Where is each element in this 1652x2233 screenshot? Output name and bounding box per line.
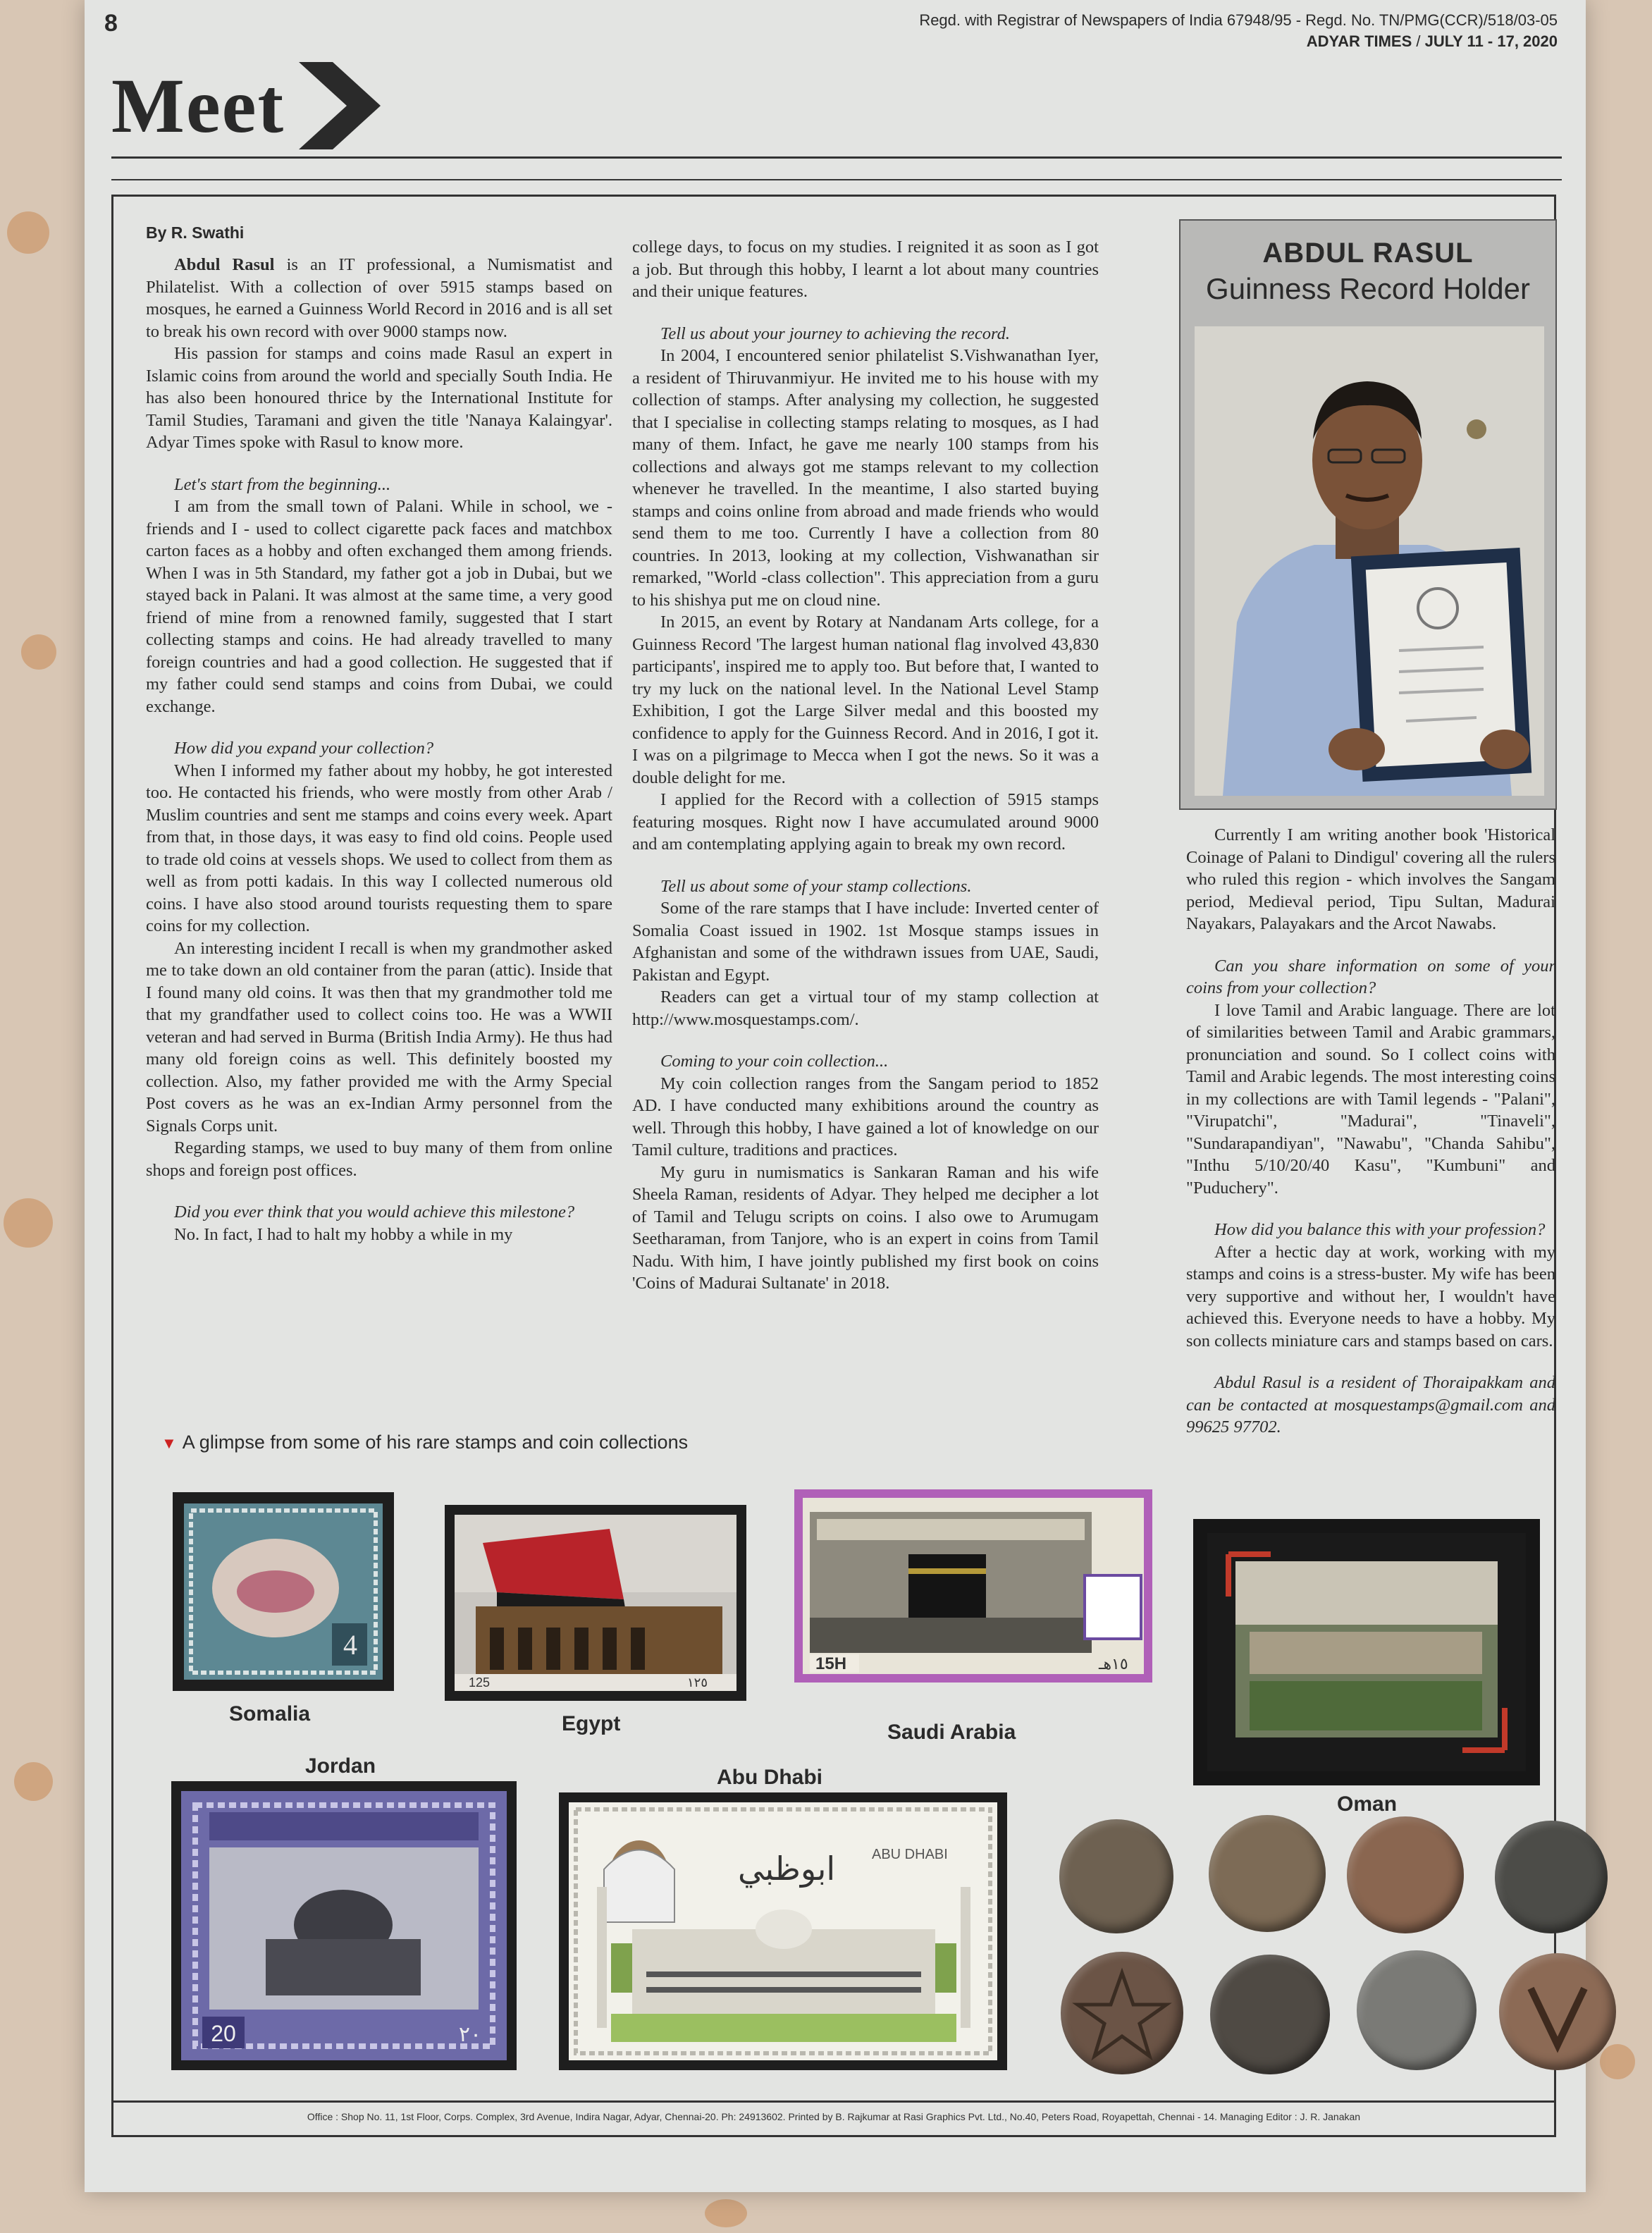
masthead [919, 10, 1558, 52]
paragraph-text: Readers can get a virtual tour of my stamp collection at http://www.mosquestamps.com/. [632, 988, 1099, 1029]
interview-question [146, 1201, 612, 1224]
interview-question [632, 875, 1099, 898]
article-column-1 [146, 223, 612, 1245]
coin [1061, 1952, 1183, 2074]
stamp-jordan [171, 1781, 517, 2070]
registration-line: Regd. with Registrar of Newspapers of India 67948/95 - Regd. No. TN/PMG(CCR)/518/03-05 [919, 11, 1558, 29]
paragraph-text: is an IT professional, a Numismatist and Philatelist. With a collection of over 5915 stamps based on mosques, he earned a Guinness World Record in 2016 and is all set to break his own record with over 9000 stamps now. [146, 255, 613, 341]
paragraph-text: I applied for the Record with a collection of 5915 stamps featuring mosques. Right now I have accumulated around 9000 and am contemplating applying again to break my own record. [632, 790, 1099, 854]
coin [1209, 1815, 1326, 1932]
label-somalia: Somalia [229, 1702, 311, 1726]
profile-box [1179, 219, 1557, 810]
label-egypt: Egypt [562, 1712, 621, 1735]
paragraph-text: Regarding stamps, we used to buy many of them from online shops and foreign post offices. [146, 1138, 612, 1180]
coin [1347, 1816, 1464, 1933]
article-paragraph [632, 986, 1099, 1031]
paragraph-text: Abdul Rasul is a resident of Thoraipakkam and can be contacted at mosquestamps@gmail.com and 99625 97702. [1186, 1373, 1555, 1437]
interview-question [1186, 1219, 1555, 1241]
interview-question [632, 323, 1099, 345]
byline: By R. Swathi [146, 223, 245, 242]
article-paragraph [146, 496, 612, 718]
article-paragraph [632, 611, 1099, 789]
paragraph-text: When I informed my father about my hobby, he got interested too. He contacted his friends, who were mostly from other Arab / Muslim countries and sent me stamps and coins every week. Apart from that, in those days, it was easy to find old coins. People used to trade old coins at vessels shops. We used to collect from them as well as from potti kadais. In this way I collected numerous old coins. I have also stood around tourists requesting them to spare coins for my collection. [146, 761, 612, 935]
stamp-egypt-art [455, 1515, 736, 1691]
label-jordan: Jordan [305, 1754, 376, 1778]
paragraph-text: How did you expand your collection? [174, 739, 434, 758]
article-paragraph [632, 236, 1099, 303]
stamp-saudi-value: 15H [815, 1654, 847, 1673]
header-rule [111, 156, 1562, 159]
stamp-egypt-value-arabic: ١٢٥ [687, 1675, 708, 1690]
page-number: 8 [104, 10, 118, 37]
profile-name: ABDUL RASUL [1262, 238, 1474, 269]
triangle-marker-icon: ▼ [161, 1434, 177, 1452]
subject-name: Abdul Rasul [174, 255, 275, 274]
paragraph-text: My coin collection ranges from the Sangam period to 1852 AD. I have conducted many exhibitions around the country as well. Through this hobby, I have gained a lot of knowledge on our Tamil culture, traditions and practices. [632, 1074, 1099, 1159]
stamp-oman-art [1207, 1533, 1526, 1771]
header-rule-lower [111, 179, 1562, 180]
paragraph-text: Tell us about your journey to achieving the record. [660, 324, 1011, 343]
article-paragraph [632, 789, 1099, 856]
coin [1499, 1953, 1616, 2070]
paragraph-text: After a hectic day at work, working with my stamps and coins is a stress-buster. My wife has been very supportive and without her, I wouldn't have achieved this. Everyone needs to have a hobby. My son collects miniature cars and stamps based on cars. [1186, 1242, 1555, 1351]
stamp-abu-dhabi-name: ABU DHABI [872, 1847, 948, 1862]
article-paragraph [146, 254, 612, 343]
interview-question [632, 1050, 1099, 1073]
newspaper-page [85, 0, 1586, 2192]
coin [1059, 1819, 1173, 1933]
profile-title: Guinness Record Holder [1206, 272, 1530, 305]
coin [1495, 1821, 1608, 1933]
footer-imprint: Office : Shop No. 11, 1st Floor, Corps. Complex, 3rd Avenue, Indira Nagar, Adyar, Chennai-20. Ph: 24913602. Printed by B. Rajkumar at Rasi Graphics Pvt. Ltd., No.40, Peters Road, Royapettah, Chennai - 14. Managing Editor : J. R. Janakan [111, 2100, 1556, 2134]
article-paragraph [1186, 1241, 1555, 1353]
interview-question [146, 737, 612, 760]
paragraph-text: Tell us about some of your stamp collections. [660, 876, 972, 896]
interview-question [1186, 1372, 1555, 1439]
coin [1210, 1955, 1330, 2074]
paragraph-text: In 2015, an event by Rotary at Nandanam Arts college, for a Guinness Record 'The largest human national flag involved 43,830 participants', inspired me to apply too. But before that, I wanted to try my luck on the national level. In the National Level Stamp Exhibition, I got the Large Silver medal and this boosted my confidence to apply for the Guinness Record. And in 2016, I got it. I was on a pilgrimage to Mecca when I got the news. So it was a double delight for me. [632, 613, 1099, 787]
chevron-right-icon [292, 56, 383, 155]
paragraph-text: In 2004, I encountered senior philatelist S.Vishwanathan Iyer, a resident of Thiruvanmiyur. He invited me to his house with my collection of stamps. After analysing my collection, he suggested that I specialise in collecting stamps relating to mosques, as I had many of them. Infact, he gave me nearly 100 stamps from his collections and always got me stamps relevant to my collection whenever he travelled. In the meantime, I also started buying stamps and coins online from abroad and made friends who would send them to me too. Currently I have a collection from 80 countries. In 2013, looking at my collection, Vishwanathan sir remarked, "World -class collection". This appreciation from a guru to his shishya put me on cloud nine. [632, 346, 1099, 610]
stamp-abu-dhabi-name-arabic: ابوظبي [738, 1850, 836, 1888]
portrait-illustration [1195, 326, 1544, 796]
stamp-abu-dhabi [559, 1792, 1007, 2070]
stamp-saudi-arabia [794, 1489, 1152, 1683]
stamp-oman [1193, 1519, 1540, 1785]
paragraph-text: I love Tamil and Arabic language. There are lot of similarities between Tamil and Arabic grammars, pronunciation and sound. So I collect coins with Tamil and Arabic legends. The most interesting coins in my collections are with Tamil legends - "Palani", "Virupatchi", "Madurai", "Tinaveli", "Sundarapandiyan", "Nawabu", "Chanda Sahibu", "Inthu 5/10/20/40 Kasu", "Kumbuni" and "Puduchery". [1186, 1000, 1555, 1198]
stamp-egypt-value: 125 [469, 1675, 491, 1690]
article-paragraph [146, 1224, 612, 1246]
paragraph-text: Currently I am writing another book 'Historical Coinage of Palani to Dindigul' covering all the rulers who ruled this region - which involves the Sangam period, Medieval period, Tipu Sultan, Madurai Nayakars, Palayakars and the Arcot Nawabs. [1186, 825, 1555, 933]
article-paragraph [632, 1073, 1099, 1162]
interview-question [1186, 955, 1555, 999]
label-oman: Oman [1337, 1792, 1398, 1816]
article-paragraph [146, 1137, 612, 1181]
label-saudi-arabia: Saudi Arabia [887, 1721, 1016, 1744]
stamp-abu-dhabi-art [569, 1802, 997, 2060]
paragraph-text: Coming to your coin collection... [660, 1052, 889, 1071]
paragraph-text: My guru in numismatics is Sankaran Raman and his wife Sheela Raman, residents of Adyar. They helped me decipher a lot of Tamil and Telugu scripts on coins. I also owe to Arumugam Seetharaman, from Tanjore, who is an expert in coins from Tamil Nadu. With him, I have jointly published my first book on coins 'Coins of Madurai Sultanate' in 2018. [632, 1162, 1099, 1293]
stamp-jordan-value: 20 [211, 2021, 236, 2046]
section-title [111, 56, 383, 155]
article-paragraph [632, 345, 1099, 611]
paragraph-text: No. In fact, I had to halt my hobby a while in my [174, 1224, 513, 1244]
paragraph-text: I am from the small town of Palani. While in school, we - friends and I - used to collect cigarette pack faces and matchbox carton faces as a hobby and often exchanged them among friends. When I was in 5th Standard, my father got a job in Dubai, but we stayed back in Palani. It was almost at the same time, a very good friend of mine from a renowned family, suggested that I start collecting stamps and coins. He had already travelled to many foreign countries and had a good collection. He suggested that if my father could send stamps and coins from Dubai, we could exchange. [146, 497, 612, 716]
paragraph-text: An interesting incident I recall is when my grandmother asked me to take down an old container from the paran (attic). Inside that I found many old coins. It was then that my grandmother told me that my grandfather used to collect coins too. He was a WWII veteran and had served in Burma (British India Army). He thus had many old foreign coins as well. This definitely boosted my collection. Also, my father provided me with the Army Special Post covers as he was an ex-Indian Army personnel from the Signals Corps unit. [146, 938, 612, 1136]
stamp-jordan-value-arabic: ٢٠ [458, 2022, 482, 2047]
gallery-caption: ▼ A glimpse from some of his rare stamps and coin collections [161, 1432, 689, 1453]
article-paragraph [146, 343, 612, 454]
article-paragraph [632, 897, 1099, 986]
paragraph-text: college days, to focus on my studies. I reignited it as soon as I got a job. But through this hobby, I learnt a lot about many countries and their unique features. [632, 238, 1099, 301]
article-paragraph [146, 760, 612, 937]
star-coin-emblem [1061, 1952, 1183, 2074]
section-name: Meet [111, 62, 285, 149]
article-paragraph [146, 937, 612, 1138]
portrait-photo [1195, 326, 1544, 796]
paragraph-text: How did you balance this with your profession? [1214, 1220, 1546, 1239]
masthead-separator: / [1416, 32, 1421, 50]
stamp-egypt [445, 1505, 746, 1701]
stamp-somalia-art [184, 1503, 383, 1680]
paragraph-text: Can you share information on some of your coins from your collection? [1186, 956, 1555, 997]
article-column-3 [1186, 824, 1555, 1439]
stamp-somalia-value: 4 [343, 1629, 357, 1661]
paragraph-text: Did you ever think that you would achieve this milestone? [174, 1202, 575, 1222]
article-paragraph [632, 1162, 1099, 1295]
stamp-somalia [173, 1492, 394, 1691]
stamp-jordan-art [181, 1791, 507, 2060]
paragraph-text: His passion for stamps and coins made Rasul an expert in Islamic coins from around the world and specially South India. He has also been honoured thrice by the International Institute for Tamil Studies, Taramani and given the title 'Nanaya Kalaingyar'. Adyar Times spoke with Rasul to know more. [146, 344, 612, 452]
paragraph-text: Some of the rare stamps that I have include: Inverted center of Somalia Coast issued in 1902. 1st Mosque stamps issues in Afghanistan and some of the withdrawn issues from UAE, Saudi, Pakistan and Egypt. [632, 899, 1099, 985]
paper-name: ADYAR TIMES [1306, 32, 1412, 50]
article-paragraph [1186, 824, 1555, 935]
v-coin-emblem [1499, 1953, 1616, 2070]
interview-question [146, 474, 612, 496]
paragraph-text: Let's start from the beginning... [174, 474, 391, 494]
stamp-saudi-value-arabic: ١٥هـ [1099, 1656, 1128, 1673]
article-paragraph [1186, 999, 1555, 1200]
article-box [111, 195, 1556, 2137]
issue-date: JULY 11 - 17, 2020 [1424, 32, 1558, 50]
label-abu-dhabi: Abu Dhabi [717, 1766, 822, 1789]
stamp-saudi-arabia-art [803, 1498, 1144, 1674]
article-column-2 [632, 236, 1099, 1295]
coin [1357, 1950, 1477, 2070]
